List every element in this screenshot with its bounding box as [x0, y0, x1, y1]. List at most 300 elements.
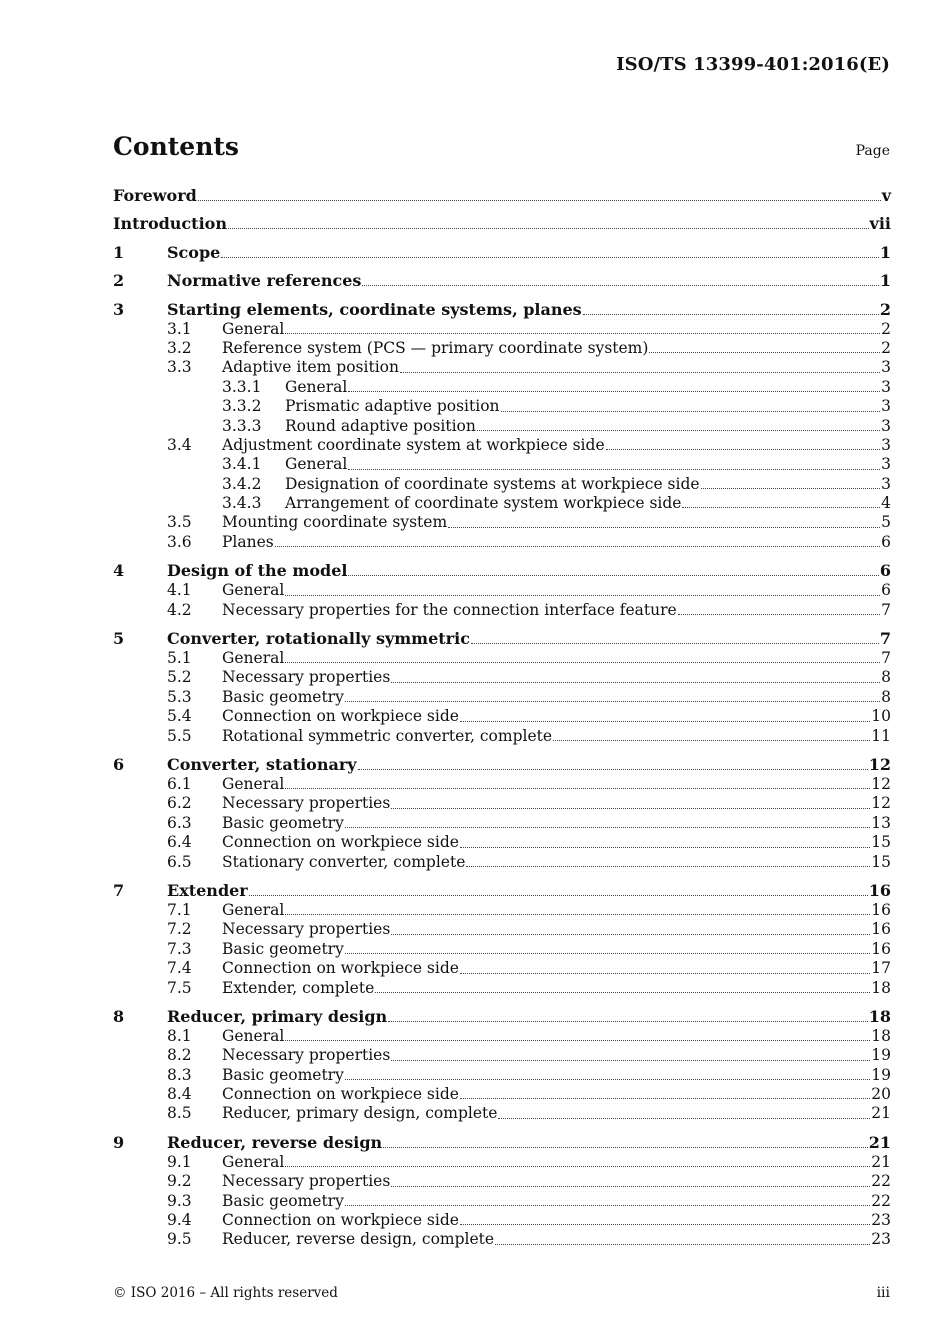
toc-entry-line — [222, 1104, 891, 1123]
toc-entry-page: vii — [869, 214, 891, 234]
toc-entry-title: Converter, rotationally symmetric — [167, 629, 470, 649]
toc-entry-page: 8 — [881, 668, 891, 687]
toc-entry-title: Designation of coordinate systems at workpiece side — [285, 474, 700, 493]
toc-entry-number: 3.3.1 — [222, 377, 262, 396]
toc-entry[interactable] — [113, 1046, 891, 1065]
toc-entry-line — [222, 920, 891, 939]
toc-entry-number: 1 — [113, 242, 125, 262]
toc-entry-number: 7.2 — [167, 920, 192, 939]
toc-entry-title: Arrangement of coordinate system workpiece side — [285, 494, 682, 513]
toc-entry-line — [222, 533, 891, 552]
toc-entry[interactable] — [113, 581, 891, 600]
toc-entry-line — [167, 881, 891, 901]
toc-entry[interactable] — [113, 833, 891, 852]
toc-dot-leader — [348, 574, 878, 576]
toc-entry[interactable] — [113, 1066, 891, 1085]
toc-entry[interactable] — [113, 1211, 891, 1230]
toc-entry-page: 15 — [871, 852, 891, 871]
toc-entry-title: Necessary properties — [222, 1046, 391, 1065]
toc-entry-page: 12 — [871, 774, 891, 793]
toc-entry[interactable] — [113, 727, 891, 746]
toc-dot-leader — [362, 284, 878, 286]
toc-dot-leader — [460, 1097, 870, 1099]
toc-entry-page: 2 — [881, 319, 891, 338]
toc-entry[interactable] — [113, 300, 891, 320]
toc-entry[interactable] — [113, 979, 891, 998]
toc-entry-line — [222, 668, 891, 687]
toc-entry-title: Converter, stationary — [167, 754, 357, 774]
toc-entry-page: 22 — [871, 1191, 891, 1210]
toc-entry-line — [222, 901, 891, 920]
toc-dot-leader — [275, 545, 880, 547]
toc-entry[interactable] — [113, 853, 891, 872]
document-code: ISO/TS 13399-401:2016(E) — [616, 54, 890, 75]
toc-entry-title: General — [222, 1026, 285, 1045]
toc-entry[interactable] — [113, 186, 891, 214]
toc-entry-number: 5.5 — [167, 726, 192, 745]
toc-entry-title: Necessary properties for the connection interface feature — [222, 600, 677, 619]
toc-entry-number: 3.2 — [167, 338, 192, 357]
toc-entry-page: 16 — [871, 920, 891, 939]
toc-entry-number: 3.3 — [167, 358, 192, 377]
toc-dot-leader — [460, 846, 870, 848]
toc-entry-title: Round adaptive position — [285, 416, 476, 435]
toc-entry-title: Design of the model — [167, 561, 348, 581]
toc-entry-number: 5.3 — [167, 687, 192, 706]
toc-entry-number: 3 — [113, 299, 125, 319]
toc-entry-line — [285, 397, 891, 416]
toc-entry-number: 9.5 — [167, 1230, 192, 1249]
toc-entry-title: Prismatic adaptive position — [285, 397, 500, 416]
toc-dot-leader — [471, 642, 879, 644]
toc-entry-page: 19 — [871, 1065, 891, 1084]
toc-dot-leader — [221, 256, 879, 258]
toc-entry-number: 9.1 — [167, 1152, 192, 1171]
toc-entry-number: 9.2 — [167, 1172, 192, 1191]
toc-entry-page: 13 — [871, 813, 891, 832]
toc-entry[interactable] — [113, 1153, 891, 1172]
toc-dot-leader — [553, 739, 870, 741]
toc-entry-title: General — [285, 377, 348, 396]
toc-entry-page: 3 — [881, 377, 891, 396]
toc-entry-title: Planes — [222, 532, 274, 551]
toc-entry[interactable] — [113, 1027, 891, 1046]
toc-dot-leader — [460, 1223, 870, 1225]
toc-entry-line — [167, 1007, 891, 1027]
toc-entry-page: 18 — [871, 978, 891, 997]
toc-entry-number: 6 — [113, 754, 125, 774]
toc-dot-leader — [388, 1020, 868, 1022]
toc-entry-number: 6.3 — [167, 813, 192, 832]
toc-entry-line — [222, 581, 891, 600]
toc-entry[interactable] — [113, 1007, 891, 1027]
toc-entry-title: General — [222, 581, 285, 600]
toc-entry-page: 16 — [871, 939, 891, 958]
footer-copyright: © ISO 2016 – All rights reserved — [113, 1285, 338, 1301]
toc-entry-title: Reducer, primary design, complete — [222, 1104, 498, 1123]
toc-entry-page: 18 — [868, 1006, 891, 1026]
toc-entry-title: Introduction — [113, 214, 227, 234]
toc-entry-title: Reducer, reverse design, complete — [222, 1230, 495, 1249]
toc-dot-leader — [383, 1146, 868, 1148]
toc-dot-leader — [606, 448, 881, 450]
toc-dot-leader — [198, 199, 881, 201]
toc-entry[interactable] — [113, 271, 891, 299]
toc-entry-page: 11 — [871, 726, 891, 745]
toc-dot-leader — [375, 991, 870, 993]
toc-entry[interactable] — [113, 1104, 891, 1123]
toc-dot-leader — [460, 972, 870, 974]
toc-entry-title: Connection on workpiece side — [222, 1211, 459, 1230]
toc-entry-line — [285, 378, 891, 397]
toc-entry-page: 3 — [881, 435, 891, 454]
toc-entry-number: 6.1 — [167, 774, 192, 793]
toc-entry-title: Starting elements, coordinate systems, planes — [167, 299, 582, 319]
toc-entry-number: 8.2 — [167, 1046, 192, 1065]
toc-entry[interactable] — [113, 397, 891, 416]
toc-dot-leader — [348, 390, 880, 392]
toc-entry-number: 4.1 — [167, 581, 192, 600]
toc-dot-leader — [285, 1165, 870, 1167]
toc-entry-number: 5 — [113, 629, 125, 649]
toc-entry-number: 8.1 — [167, 1026, 192, 1045]
toc-entry-page: 3 — [881, 455, 891, 474]
toc-dot-leader — [285, 661, 880, 663]
toc-dot-leader — [358, 768, 868, 770]
toc-entry-page: 16 — [868, 880, 891, 900]
toc-entry-title: Stationary converter, complete — [222, 852, 466, 871]
toc-entry-number: 4 — [113, 561, 125, 581]
toc-entry-number: 7.1 — [167, 900, 192, 919]
toc-entry-line — [222, 1046, 891, 1065]
toc-entry-line — [222, 1230, 891, 1249]
toc-dot-leader — [448, 526, 880, 528]
toc-entry[interactable] — [113, 214, 891, 242]
toc-entry-page: 2 — [881, 338, 891, 357]
toc-entry-page: 22 — [871, 1172, 891, 1191]
toc-entry[interactable] — [113, 1133, 891, 1153]
toc-entry[interactable] — [113, 1230, 891, 1249]
toc-dot-leader — [466, 865, 870, 867]
toc-entry-title: Normative references — [167, 271, 362, 291]
toc-entry-page: 4 — [881, 494, 891, 513]
toc-entry-line — [222, 339, 891, 358]
toc-entry[interactable] — [113, 455, 891, 474]
toc-entry-line — [222, 1172, 891, 1191]
toc-entry[interactable] — [113, 707, 891, 726]
toc-entry-page: 3 — [881, 358, 891, 377]
toc-entry-number: 7 — [113, 880, 125, 900]
toc-entry-page: 21 — [868, 1132, 891, 1152]
toc-entry-line — [222, 601, 891, 620]
toc-entry-title: Connection on workpiece side — [222, 707, 459, 726]
toc-entry-title: General — [222, 649, 285, 668]
toc-entry-number: 9 — [113, 1132, 125, 1152]
toc-entry-page: 5 — [881, 513, 891, 532]
toc-entry-page: 7 — [881, 600, 891, 619]
toc-entry-title: General — [222, 319, 285, 338]
toc-entry-page: 1 — [879, 271, 891, 291]
toc-entry-number: 3.3.2 — [222, 397, 262, 416]
toc-dot-leader — [285, 787, 870, 789]
toc-entry[interactable] — [113, 959, 891, 978]
toc-entry[interactable] — [113, 601, 891, 620]
toc-dot-leader — [391, 807, 870, 809]
toc-entry-line — [113, 214, 891, 234]
toc-entry[interactable] — [113, 775, 891, 794]
toc-entry[interactable] — [113, 629, 891, 649]
toc-entry-title: General — [222, 900, 285, 919]
toc-dot-leader — [345, 700, 880, 702]
toc-entry[interactable] — [113, 1192, 891, 1211]
toc-dot-leader — [391, 1185, 870, 1187]
toc-entry-number: 6.4 — [167, 833, 192, 852]
toc-dot-leader — [285, 332, 880, 334]
toc-entry-number: 8.5 — [167, 1104, 192, 1123]
toc-entry-title: Necessary properties — [222, 1172, 391, 1191]
toc-entry[interactable] — [113, 1172, 891, 1191]
toc-entry-line — [167, 561, 891, 581]
toc-entry-title: Connection on workpiece side — [222, 833, 459, 852]
toc-entry-line — [222, 979, 891, 998]
footer-page-number: iii — [876, 1285, 890, 1301]
toc-entry[interactable] — [113, 649, 891, 668]
toc-entry-line — [167, 300, 891, 320]
toc-entry-page: 23 — [871, 1230, 891, 1249]
toc-entry[interactable] — [113, 561, 891, 581]
toc-dot-leader — [345, 1078, 870, 1080]
toc-entry-title: Connection on workpiece side — [222, 959, 459, 978]
toc-entry-page: 12 — [871, 794, 891, 813]
toc-entry[interactable] — [113, 339, 891, 358]
toc-entry-page: 19 — [871, 1046, 891, 1065]
toc-entry-page: 3 — [881, 416, 891, 435]
toc-entry-line — [285, 475, 891, 494]
toc-entry-number: 3.6 — [167, 532, 192, 551]
toc-entry-page: 10 — [871, 707, 891, 726]
toc-entry-number: 7.3 — [167, 939, 192, 958]
toc-entry-page: 16 — [871, 900, 891, 919]
toc-entry[interactable] — [113, 688, 891, 707]
toc-entry-line — [222, 1153, 891, 1172]
toc-entry-page: 6 — [881, 581, 891, 600]
toc-entry-number: 9.3 — [167, 1191, 192, 1210]
toc-entry-page: 18 — [871, 1026, 891, 1045]
toc-entry-line — [222, 1085, 891, 1104]
toc-dot-leader — [477, 429, 880, 431]
toc-entry-line — [285, 417, 891, 436]
table-of-contents — [113, 186, 891, 1250]
toc-entry-page: 1 — [879, 242, 891, 262]
toc-entry-title: Extender — [167, 880, 248, 900]
toc-entry-title: Basic geometry — [222, 939, 344, 958]
toc-entry[interactable] — [113, 494, 891, 513]
toc-entry-line — [222, 775, 891, 794]
toc-entry[interactable] — [113, 320, 891, 339]
toc-entry-title: Basic geometry — [222, 1191, 344, 1210]
toc-dot-leader — [348, 468, 880, 470]
toc-entry-number: 3.3.3 — [222, 416, 262, 435]
toc-entry[interactable] — [113, 881, 891, 901]
toc-entry-number: 8.3 — [167, 1065, 192, 1084]
toc-dot-leader — [498, 1117, 870, 1119]
toc-entry-number: 2 — [113, 271, 125, 291]
toc-dot-leader — [345, 1204, 870, 1206]
toc-dot-leader — [345, 826, 870, 828]
toc-entry-title: General — [222, 1152, 285, 1171]
toc-dot-leader — [501, 410, 881, 412]
toc-entry-title: General — [285, 455, 348, 474]
toc-entry-page: 6 — [881, 532, 891, 551]
toc-entry[interactable] — [113, 940, 891, 959]
toc-dot-leader — [249, 894, 868, 896]
toc-dot-leader — [701, 487, 881, 489]
toc-entry-line — [222, 1066, 891, 1085]
toc-entry-title: Adjustment coordinate system at workpiece side — [222, 435, 605, 454]
toc-entry-number: 4.2 — [167, 600, 192, 619]
toc-entry-line — [167, 1133, 891, 1153]
toc-dot-leader — [285, 1039, 870, 1041]
toc-entry-line — [222, 833, 891, 852]
toc-entry-page: 20 — [871, 1085, 891, 1104]
toc-entry-title: Necessary properties — [222, 668, 391, 687]
toc-entry-line — [222, 853, 891, 872]
toc-entry[interactable] — [113, 794, 891, 813]
toc-entry[interactable] — [113, 513, 891, 532]
toc-entry-line — [222, 707, 891, 726]
toc-entry[interactable] — [113, 358, 891, 377]
toc-entry[interactable] — [113, 436, 891, 455]
toc-entry-number: 3.4.2 — [222, 474, 262, 493]
toc-entry-number: 3.4.3 — [222, 494, 262, 513]
toc-entry-number: 8 — [113, 1006, 125, 1026]
toc-entry-title: Adaptive item position — [222, 358, 399, 377]
toc-entry-line — [113, 186, 891, 206]
toc-entry-number: 3.5 — [167, 513, 192, 532]
toc-dot-leader — [228, 227, 869, 229]
toc-entry-number: 9.4 — [167, 1211, 192, 1230]
toc-entry-title: Rotational symmetric converter, complete — [222, 726, 553, 745]
toc-entry-title: Reducer, primary design — [167, 1006, 388, 1026]
toc-dot-leader — [391, 933, 870, 935]
toc-entry-page: 7 — [879, 629, 891, 649]
toc-entry-page: 12 — [868, 754, 891, 774]
toc-entry-line — [222, 436, 891, 455]
toc-entry-number: 5.2 — [167, 668, 192, 687]
toc-entry-number: 3.1 — [167, 319, 192, 338]
toc-dot-leader — [285, 913, 870, 915]
toc-entry-page: 7 — [881, 649, 891, 668]
toc-entry-title: Necessary properties — [222, 794, 391, 813]
toc-entry[interactable] — [113, 533, 891, 552]
toc-dot-leader — [345, 952, 870, 954]
toc-entry-page: v — [881, 186, 891, 205]
toc-entry-page: 3 — [881, 397, 891, 416]
toc-entry-line — [222, 320, 891, 339]
toc-entry-number: 7.4 — [167, 959, 192, 978]
toc-entry-line — [222, 358, 891, 377]
toc-entry-page: 2 — [879, 299, 891, 319]
toc-entry-number: 6.2 — [167, 794, 192, 813]
toc-entry[interactable] — [113, 755, 891, 775]
toc-entry-title: Extender, complete — [222, 978, 375, 997]
toc-entry-page: 8 — [881, 687, 891, 706]
toc-dot-leader — [495, 1243, 870, 1245]
toc-entry[interactable] — [113, 668, 891, 687]
toc-entry-page: 21 — [871, 1104, 891, 1123]
toc-entry-page: 23 — [871, 1211, 891, 1230]
toc-entry-title: Mounting coordinate system — [222, 513, 448, 532]
toc-dot-leader — [400, 371, 880, 373]
toc-entry-page: 21 — [871, 1152, 891, 1171]
toc-entry[interactable] — [113, 417, 891, 436]
toc-dot-leader — [460, 720, 870, 722]
toc-entry-number: 3.4 — [167, 435, 192, 454]
toc-dot-leader — [285, 594, 880, 596]
toc-entry-line — [167, 271, 891, 291]
toc-entry-line — [167, 243, 891, 263]
toc-entry-line — [222, 959, 891, 978]
toc-entry[interactable] — [113, 475, 891, 494]
toc-entry-line — [222, 727, 891, 746]
toc-entry-title: General — [222, 774, 285, 793]
page-column-label: Page — [855, 143, 890, 159]
toc-dot-leader — [391, 1059, 870, 1061]
toc-entry-line — [222, 940, 891, 959]
toc-entry-title: Basic geometry — [222, 1065, 344, 1084]
toc-entry-line — [222, 649, 891, 668]
toc-entry-number: 3.4.1 — [222, 455, 262, 474]
toc-entry-title: Basic geometry — [222, 813, 344, 832]
toc-entry[interactable] — [113, 243, 891, 271]
toc-entry[interactable] — [113, 814, 891, 833]
toc-entry-title: Basic geometry — [222, 687, 344, 706]
toc-entry-page: 6 — [879, 561, 891, 581]
toc-entry-line — [285, 455, 891, 474]
toc-dot-leader — [678, 613, 880, 615]
toc-entry-title: Scope — [167, 242, 221, 262]
toc-entry-line — [285, 494, 891, 513]
toc-entry-line — [222, 1211, 891, 1230]
toc-entry-line — [222, 1192, 891, 1211]
toc-entry[interactable] — [113, 1085, 891, 1104]
toc-entry-line — [222, 814, 891, 833]
toc-entry-line — [222, 513, 891, 532]
toc-entry-page: 3 — [881, 474, 891, 493]
toc-dot-leader — [583, 313, 879, 315]
toc-entry-number: 5.4 — [167, 707, 192, 726]
toc-entry-line — [167, 755, 891, 775]
toc-entry-title: Connection on workpiece side — [222, 1085, 459, 1104]
toc-entry-page: 17 — [871, 959, 891, 978]
toc-dot-leader — [682, 506, 880, 508]
toc-entry[interactable] — [113, 378, 891, 397]
toc-entry-number: 5.1 — [167, 649, 192, 668]
toc-entry-title: Necessary properties — [222, 920, 391, 939]
toc-entry[interactable] — [113, 901, 891, 920]
toc-entry-number: 7.5 — [167, 978, 192, 997]
contents-title: Contents — [113, 132, 240, 161]
toc-entry-title: Foreword — [113, 186, 197, 205]
toc-entry-number: 8.4 — [167, 1085, 192, 1104]
toc-entry-line — [222, 688, 891, 707]
toc-dot-leader — [391, 681, 880, 683]
toc-dot-leader — [649, 351, 880, 353]
toc-entry-title: Reducer, reverse design — [167, 1132, 383, 1152]
toc-entry[interactable] — [113, 920, 891, 939]
toc-entry-title: Reference system (PCS — primary coordinate system) — [222, 338, 649, 357]
toc-entry-line — [222, 1027, 891, 1046]
